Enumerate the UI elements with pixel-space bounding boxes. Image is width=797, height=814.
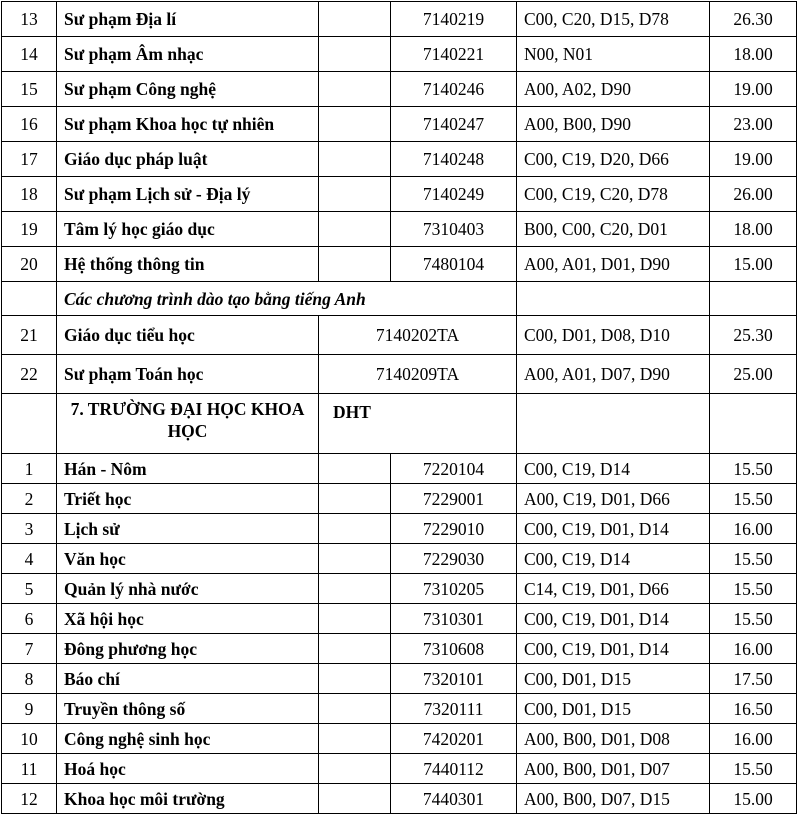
major-name: Xã hội học	[57, 604, 319, 634]
admission-score: 23.00	[710, 107, 797, 142]
subject-combinations: N00, N01	[517, 37, 710, 72]
row-number: 1	[2, 454, 57, 484]
table-row	[2, 2, 797, 37]
spacer-cell	[319, 177, 391, 212]
major-code: 7140249	[391, 177, 517, 212]
spacer-cell	[319, 247, 391, 282]
major-code: 7310205	[391, 574, 517, 604]
spacer-cell	[319, 2, 391, 37]
row-number: 2	[2, 484, 57, 514]
row-number: 21	[2, 316, 57, 355]
subject-combinations: A00, B00, D01, D08	[517, 724, 710, 754]
admission-score: 16.50	[710, 694, 797, 724]
table-row	[2, 454, 797, 484]
row-number: 18	[2, 177, 57, 212]
table-row	[2, 212, 797, 247]
row-number: 17	[2, 142, 57, 177]
major-code: 7220104	[391, 454, 517, 484]
admission-score: 15.00	[710, 784, 797, 814]
section-empty-cell	[517, 394, 710, 454]
spacer-cell	[319, 212, 391, 247]
subject-combinations: A00, A01, D01, D90	[517, 247, 710, 282]
admission-score: 19.00	[710, 142, 797, 177]
subject-combinations: A00, B00, D01, D07	[517, 754, 710, 784]
major-code: 7229001	[391, 484, 517, 514]
row-number: 20	[2, 247, 57, 282]
spacer-cell	[319, 784, 391, 814]
major-code: 7310301	[391, 604, 517, 634]
major-code: 7229030	[391, 544, 517, 574]
subject-combinations: C00, C19, D01, D14	[517, 634, 710, 664]
table-row	[2, 544, 797, 574]
admission-score: 18.00	[710, 212, 797, 247]
row-number: 5	[2, 574, 57, 604]
subject-combinations: C00, C19, C20, D78	[517, 177, 710, 212]
subject-combinations: C00, C19, D01, D14	[517, 514, 710, 544]
table-row	[2, 316, 797, 355]
table-row	[2, 694, 797, 724]
section-stt-cell	[2, 394, 57, 454]
major-name: Hệ thống thông tin	[57, 247, 319, 282]
subject-combinations: C00, C19, D20, D66	[517, 142, 710, 177]
table-row	[2, 37, 797, 72]
table-body	[2, 2, 797, 814]
subject-combinations: C00, D01, D15	[517, 694, 710, 724]
spacer-cell	[319, 454, 391, 484]
subject-combinations: C14, C19, D01, D66	[517, 574, 710, 604]
row-number: 11	[2, 754, 57, 784]
row-number: 16	[2, 107, 57, 142]
spacer-cell	[319, 664, 391, 694]
row-number: 7	[2, 634, 57, 664]
major-name: Sư phạm Âm nhạc	[57, 37, 319, 72]
admission-score: 15.50	[710, 454, 797, 484]
table-row	[2, 604, 797, 634]
table-row	[2, 72, 797, 107]
admission-score: 16.00	[710, 724, 797, 754]
admission-score: 26.00	[710, 177, 797, 212]
major-code: 7440112	[391, 754, 517, 784]
table-row	[2, 724, 797, 754]
row-number: 10	[2, 724, 57, 754]
major-name: Triết học	[57, 484, 319, 514]
major-name: Sư phạm Lịch sử - Địa lý	[57, 177, 319, 212]
major-name: Giáo dục tiểu học	[57, 316, 319, 355]
admission-score: 25.30	[710, 316, 797, 355]
major-name: Lịch sử	[57, 514, 319, 544]
row-number: 22	[2, 355, 57, 394]
major-code: 7229010	[391, 514, 517, 544]
major-code: 7140246	[391, 72, 517, 107]
spacer-cell	[319, 574, 391, 604]
major-code: 7140202TA	[319, 316, 517, 355]
row-number: 3	[2, 514, 57, 544]
row-number: 19	[2, 212, 57, 247]
admission-score: 18.00	[710, 37, 797, 72]
section-empty-cell	[710, 394, 797, 454]
subject-combinations: C00, C19, D14	[517, 544, 710, 574]
major-code: 7140248	[391, 142, 517, 177]
major-name: Sư phạm Địa lí	[57, 2, 319, 37]
admission-score: 17.50	[710, 664, 797, 694]
major-code: 7420201	[391, 724, 517, 754]
note-stt-cell	[2, 282, 57, 316]
admission-score: 15.50	[710, 484, 797, 514]
subject-combinations: C00, C20, D15, D78	[517, 2, 710, 37]
spacer-cell	[319, 754, 391, 784]
major-name: Quản lý nhà nước	[57, 574, 319, 604]
major-name: Tâm lý học giáo dục	[57, 212, 319, 247]
spacer-cell	[319, 634, 391, 664]
table-row	[2, 142, 797, 177]
table-row	[2, 107, 797, 142]
section-title: 7. TRƯỜNG ĐẠI HỌC KHOA HỌC	[57, 394, 319, 454]
subject-combinations: A00, A02, D90	[517, 72, 710, 107]
major-name: Hán - Nôm	[57, 454, 319, 484]
major-code: 7140209TA	[319, 355, 517, 394]
subject-combinations: C00, D01, D15	[517, 664, 710, 694]
table-row	[2, 247, 797, 282]
table-row	[2, 664, 797, 694]
admission-score: 19.00	[710, 72, 797, 107]
admission-score: 26.30	[710, 2, 797, 37]
english-programs-note: Các chương trình dào tạo bằng tiếng Anh	[57, 282, 517, 316]
subject-combinations: A00, B00, D07, D15	[517, 784, 710, 814]
spacer-cell	[319, 37, 391, 72]
note-empty-cell	[517, 282, 710, 316]
admission-score: 25.00	[710, 355, 797, 394]
spacer-cell	[319, 724, 391, 754]
major-code: 7320111	[391, 694, 517, 724]
admission-score: 15.00	[710, 247, 797, 282]
row-number: 9	[2, 694, 57, 724]
major-code: 7140219	[391, 2, 517, 37]
major-code: 7480104	[391, 247, 517, 282]
major-code: 7310403	[391, 212, 517, 247]
spacer-cell	[319, 604, 391, 634]
admission-score: 15.50	[710, 574, 797, 604]
subject-combinations: B00, C00, C20, D01	[517, 212, 710, 247]
admission-score-table	[1, 1, 797, 814]
section-header-row	[2, 394, 797, 454]
spacer-cell	[319, 544, 391, 574]
spacer-cell	[319, 694, 391, 724]
major-name: Sư phạm Khoa học tự nhiên	[57, 107, 319, 142]
major-name: Báo chí	[57, 664, 319, 694]
major-name: Truyền thông số	[57, 694, 319, 724]
major-name: Sư phạm Toán học	[57, 355, 319, 394]
table-row	[2, 177, 797, 212]
row-number: 8	[2, 664, 57, 694]
major-code: 7320101	[391, 664, 517, 694]
major-code: 7440301	[391, 784, 517, 814]
spacer-cell	[319, 107, 391, 142]
major-code: 7140247	[391, 107, 517, 142]
admission-score: 15.50	[710, 604, 797, 634]
major-name: Sư phạm Công nghệ	[57, 72, 319, 107]
major-code: 7310608	[391, 634, 517, 664]
row-number: 4	[2, 544, 57, 574]
table-row	[2, 634, 797, 664]
spacer-cell	[319, 484, 391, 514]
row-number: 12	[2, 784, 57, 814]
note-empty-cell	[710, 282, 797, 316]
table-row	[2, 574, 797, 604]
subject-combinations: A00, B00, D90	[517, 107, 710, 142]
table-row	[2, 514, 797, 544]
row-number: 6	[2, 604, 57, 634]
table-row	[2, 784, 797, 814]
major-name: Đông phương học	[57, 634, 319, 664]
spacer-cell	[319, 514, 391, 544]
spacer-cell	[319, 72, 391, 107]
row-number: 14	[2, 37, 57, 72]
note-row	[2, 282, 797, 316]
subject-combinations: A00, C19, D01, D66	[517, 484, 710, 514]
subject-combinations: C00, C19, D14	[517, 454, 710, 484]
admission-score: 15.50	[710, 544, 797, 574]
spacer-cell	[319, 142, 391, 177]
major-name: Khoa học môi trường	[57, 784, 319, 814]
row-number: 15	[2, 72, 57, 107]
subject-combinations: C00, C19, D01, D14	[517, 604, 710, 634]
subject-combinations: C00, D01, D08, D10	[517, 316, 710, 355]
major-name: Công nghệ sinh học	[57, 724, 319, 754]
table-row	[2, 484, 797, 514]
table-row	[2, 754, 797, 784]
admission-score: 16.00	[710, 514, 797, 544]
subject-combinations: A00, A01, D07, D90	[517, 355, 710, 394]
major-name: Văn học	[57, 544, 319, 574]
section-code: DHT	[319, 394, 517, 454]
major-name: Giáo dục pháp luật	[57, 142, 319, 177]
major-code: 7140221	[391, 37, 517, 72]
admission-score: 16.00	[710, 634, 797, 664]
major-name: Hoá học	[57, 754, 319, 784]
row-number: 13	[2, 2, 57, 37]
table-row	[2, 355, 797, 394]
admission-score: 15.50	[710, 754, 797, 784]
